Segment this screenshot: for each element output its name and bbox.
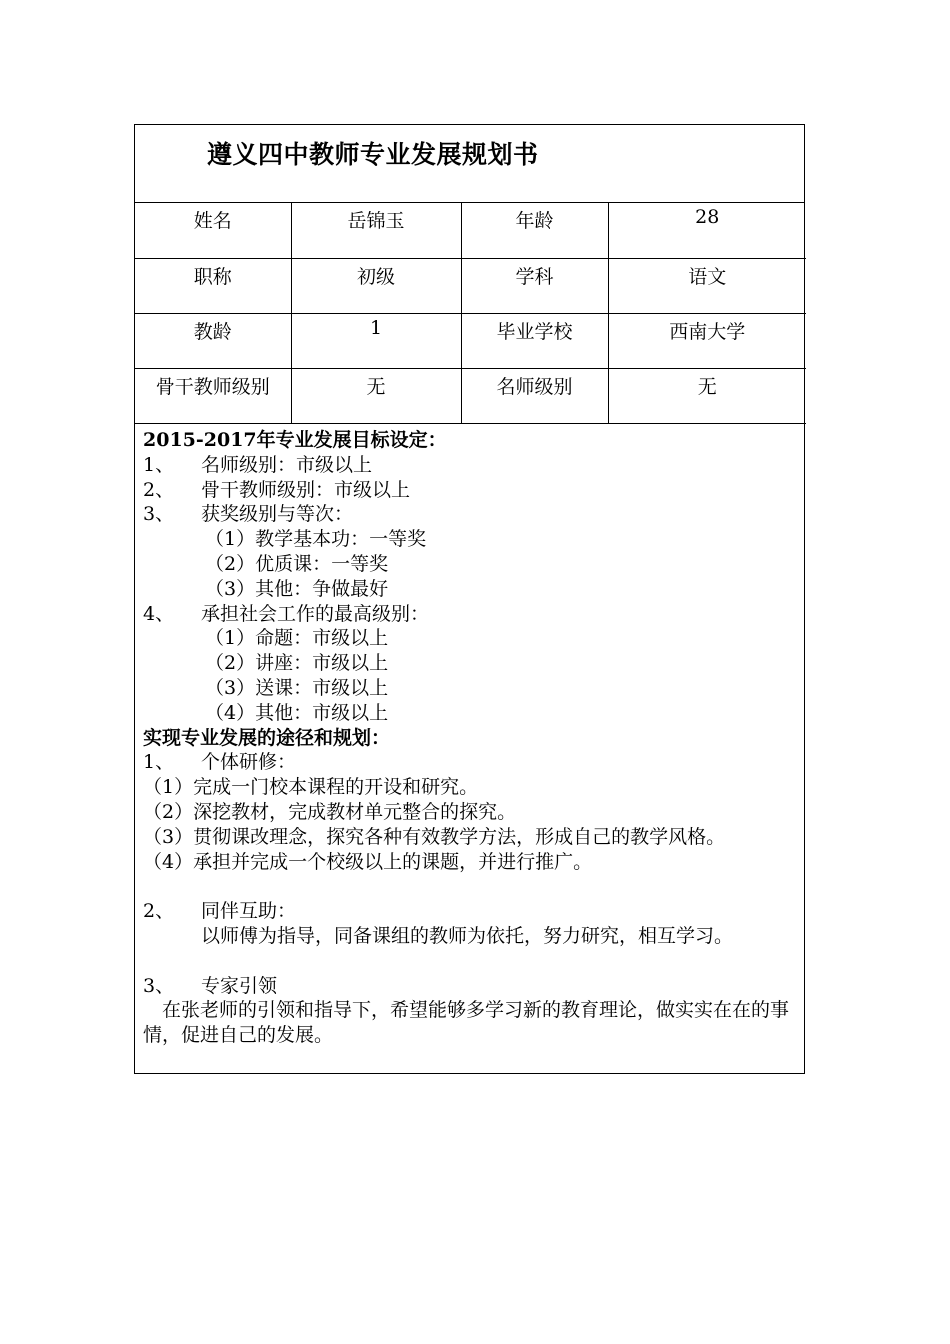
info-row bbox=[135, 203, 806, 258]
info-value-cell: 无 bbox=[608, 368, 806, 423]
goal-item-text: 承担社会工作的最高级别： bbox=[201, 602, 430, 625]
info-label-cell: 名师级别 bbox=[461, 368, 608, 423]
section-number: 2、 bbox=[143, 900, 175, 923]
work-subitem: （1）命题：市级以上 bbox=[205, 627, 389, 650]
study-item: （2）深挖教材，完成教材单元整合的探究。 bbox=[143, 800, 517, 823]
info-label-cell: 学科 bbox=[461, 258, 608, 313]
award-subitem: （2）优质课：一等奖 bbox=[205, 552, 389, 575]
work-subitem: （4）其他：市级以上 bbox=[205, 701, 389, 724]
section-title: 专家引领 bbox=[201, 974, 278, 997]
goal-item bbox=[143, 478, 803, 503]
goal-item-number: 2、 bbox=[143, 478, 175, 501]
goal-item bbox=[143, 502, 803, 527]
path-section-3 bbox=[143, 974, 803, 999]
info-label-cell: 毕业学校 bbox=[461, 313, 608, 368]
goal-item-number: 4、 bbox=[143, 602, 175, 625]
blank-line bbox=[143, 949, 803, 974]
goal-item-text: 骨干教师级别：市级以上 bbox=[201, 478, 411, 501]
info-value-cell: 1 bbox=[291, 313, 461, 368]
info-label-cell: 骨干教师级别 bbox=[135, 368, 291, 423]
award-subitem: （3）其他：争做最好 bbox=[205, 577, 389, 600]
info-value-cell: 岳锦玉 bbox=[291, 203, 461, 258]
study-item: （4）承担并完成一个校级以上的课题，并进行推广。 bbox=[143, 850, 593, 873]
section-number: 1、 bbox=[143, 751, 175, 774]
section-title: 个体研修： bbox=[201, 751, 297, 774]
info-value-cell: 初级 bbox=[291, 258, 461, 313]
goal-item-text: 获奖级别与等次： bbox=[201, 503, 354, 526]
info-label-cell: 年龄 bbox=[461, 203, 608, 258]
info-table bbox=[135, 203, 806, 424]
title-row bbox=[135, 125, 804, 203]
goal-item-number: 3、 bbox=[143, 503, 175, 526]
section-2-text: 以师傅为指导，同备课组的教师为依托，努力研究，相互学习。 bbox=[201, 924, 734, 947]
study-item: （1）完成一门校本课程的开设和研究。 bbox=[143, 776, 479, 799]
path-section-2 bbox=[143, 899, 803, 924]
goal-item bbox=[143, 602, 803, 627]
info-value-cell: 28 bbox=[608, 203, 806, 258]
section-title: 同伴互助： bbox=[201, 900, 297, 923]
info-value-cell: 无 bbox=[291, 368, 461, 423]
info-row bbox=[135, 368, 806, 423]
info-row bbox=[135, 258, 806, 313]
plan-body bbox=[143, 428, 803, 1048]
work-subitem: （2）讲座：市级以上 bbox=[205, 652, 389, 675]
goal-item bbox=[143, 453, 803, 478]
info-label-cell: 姓名 bbox=[135, 203, 291, 258]
goal-item-text: 名师级别：市级以上 bbox=[201, 453, 373, 476]
work-subitem: （3）送课：市级以上 bbox=[205, 676, 389, 699]
info-label-cell: 职称 bbox=[135, 258, 291, 313]
info-label-cell: 教龄 bbox=[135, 313, 291, 368]
info-value-cell: 西南大学 bbox=[608, 313, 806, 368]
info-row bbox=[135, 313, 806, 368]
goals-heading: 2015-2017年专业发展目标设定： bbox=[143, 429, 447, 451]
goal-item-number: 1、 bbox=[143, 453, 175, 476]
path-heading: 实现专业发展的途径和规划： bbox=[143, 726, 391, 749]
section-3-text: 在张老师的引领和指导下，希望能够多学习新的教育理论，做实实在在的事情，促进自己的发展。 bbox=[143, 999, 790, 1047]
award-subitem: （1）教学基本功：一等奖 bbox=[205, 528, 427, 551]
section-number: 3、 bbox=[143, 974, 175, 997]
path-section-1 bbox=[143, 750, 803, 775]
study-item: （3）贯彻课改理念，探究各种有效教学方法，形成自己的教学风格。 bbox=[143, 825, 726, 848]
blank-line bbox=[143, 874, 803, 899]
plan-document bbox=[134, 124, 805, 1074]
page-title: 遵义四中教师专业发展规划书 bbox=[207, 140, 539, 169]
info-value-cell: 语文 bbox=[608, 258, 806, 313]
